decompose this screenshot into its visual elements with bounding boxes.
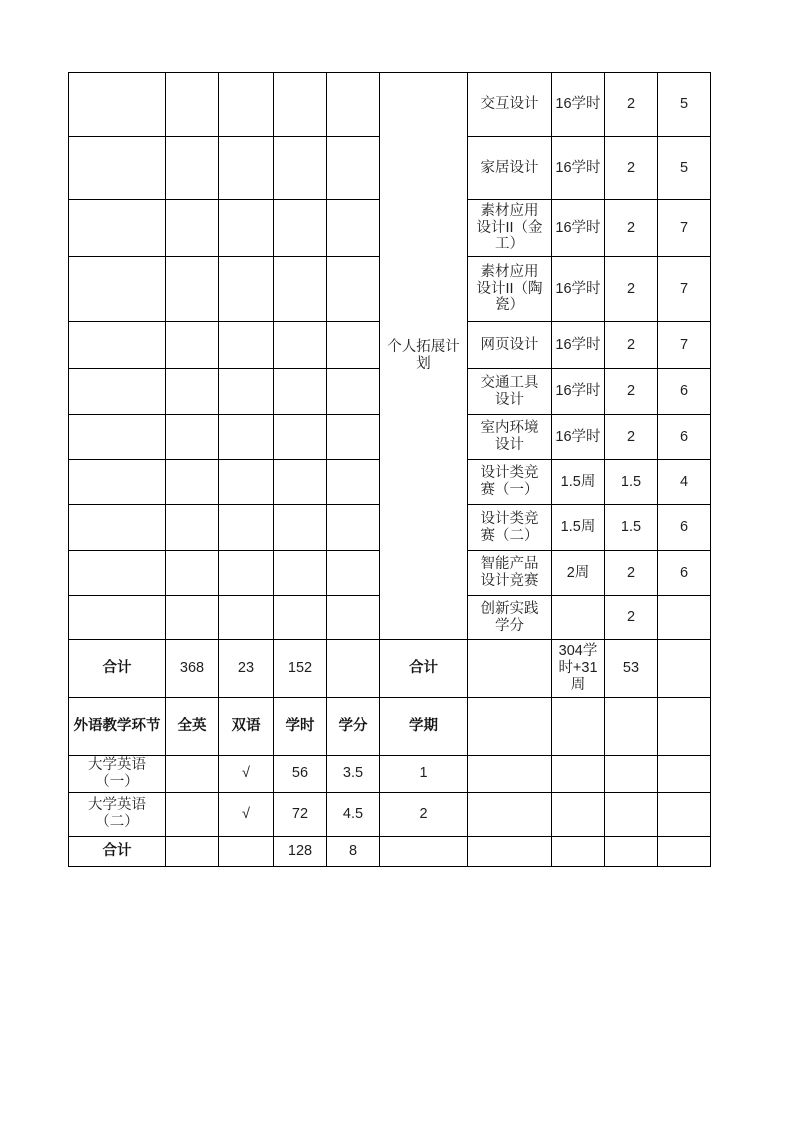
group-label-personal-extension-plan: 个人拓展计划 (380, 73, 468, 640)
cell-empty (219, 836, 274, 866)
course-name: 智能产品设计竞赛 (468, 551, 552, 596)
cell-empty (327, 551, 380, 596)
cell-empty (380, 836, 468, 866)
course-credits: 1.5 (605, 505, 658, 551)
cell-empty (327, 137, 380, 200)
course-hours: 16学时 (552, 200, 605, 257)
cell-empty (166, 257, 219, 322)
course-semester: 5 (658, 73, 711, 137)
cell-empty (69, 322, 166, 369)
table-row-fl-course (69, 792, 711, 836)
totals-col4-value: 152 (274, 640, 327, 698)
fl-course-credits: 4.5 (327, 792, 380, 836)
cell-empty (219, 73, 274, 137)
cell-empty (552, 698, 605, 756)
fl-course-name: 大学英语（一） (69, 756, 166, 793)
course-credits: 2 (605, 200, 658, 257)
cell-empty (166, 415, 219, 460)
course-hours (552, 596, 605, 640)
fl-header-label: 外语教学环节 (69, 698, 166, 756)
course-hours: 16学时 (552, 137, 605, 200)
cell-empty (274, 257, 327, 322)
cell-empty (166, 551, 219, 596)
course-hours: 2周 (552, 551, 605, 596)
cell-empty (219, 551, 274, 596)
cell-empty (468, 640, 552, 698)
cell-empty (274, 322, 327, 369)
course-semester: 4 (658, 460, 711, 505)
course-semester: 6 (658, 551, 711, 596)
fl-course-semester: 2 (380, 792, 468, 836)
cell-empty (219, 322, 274, 369)
cell-empty (552, 756, 605, 793)
cell-empty (327, 73, 380, 137)
cell-empty (219, 596, 274, 640)
cell-empty (69, 200, 166, 257)
course-name: 交通工具设计 (468, 369, 552, 415)
fl-course-name: 大学英语（二） (69, 792, 166, 836)
fl-course-full-english (166, 792, 219, 836)
cell-empty (274, 460, 327, 505)
fl-course-hours: 72 (274, 792, 327, 836)
cell-empty (327, 505, 380, 551)
cell-empty (166, 369, 219, 415)
totals-right-hours: 304学时+31周 (552, 640, 605, 698)
course-name: 家居设计 (468, 137, 552, 200)
course-semester: 7 (658, 257, 711, 322)
cell-empty (69, 137, 166, 200)
fl-header-credits: 学分 (327, 698, 380, 756)
fl-course-hours: 56 (274, 756, 327, 793)
cell-empty (166, 836, 219, 866)
cell-empty (552, 792, 605, 836)
cell-empty (605, 792, 658, 836)
fl-totals-label: 合计 (69, 836, 166, 866)
cell-empty (605, 836, 658, 866)
cell-empty (658, 836, 711, 866)
course-credits: 2 (605, 322, 658, 369)
course-semester: 7 (658, 322, 711, 369)
course-credits: 2 (605, 137, 658, 200)
course-hours: 16学时 (552, 415, 605, 460)
fl-totals-hours: 128 (274, 836, 327, 866)
totals-right-label: 合计 (380, 640, 468, 698)
cell-empty (327, 369, 380, 415)
fl-totals-credits: 8 (327, 836, 380, 866)
cell-empty (468, 756, 552, 793)
course-name: 创新实践学分 (468, 596, 552, 640)
cell-empty (69, 596, 166, 640)
fl-header-hours: 学时 (274, 698, 327, 756)
cell-empty (274, 415, 327, 460)
totals-left-label: 合计 (69, 640, 166, 698)
course-semester: 6 (658, 415, 711, 460)
cell-empty (274, 551, 327, 596)
course-name: 室内环境设计 (468, 415, 552, 460)
totals-col3-value: 23 (219, 640, 274, 698)
cell-empty (166, 73, 219, 137)
cell-empty (274, 505, 327, 551)
cell-empty (69, 551, 166, 596)
course-credits: 1.5 (605, 460, 658, 505)
course-hours: 1.5周 (552, 505, 605, 551)
totals-col2-value: 368 (166, 640, 219, 698)
course-name: 设计类竞赛（二） (468, 505, 552, 551)
cell-empty (327, 322, 380, 369)
fl-header-full-english: 全英 (166, 698, 219, 756)
cell-empty (69, 415, 166, 460)
cell-empty (274, 137, 327, 200)
fl-course-credits: 3.5 (327, 756, 380, 793)
cell-empty (166, 322, 219, 369)
table-row-totals (69, 640, 711, 698)
course-name: 素材应用设计II（金工） (468, 200, 552, 257)
cell-empty (219, 505, 274, 551)
cell-empty (219, 200, 274, 257)
course-credits: 2 (605, 415, 658, 460)
table-row-fl-header (69, 698, 711, 756)
cell-empty (69, 369, 166, 415)
bilingual-checkmark: √ (219, 756, 274, 793)
cell-empty (166, 596, 219, 640)
cell-empty (327, 596, 380, 640)
course-credits: 2 (605, 73, 658, 137)
course-semester: 7 (658, 200, 711, 257)
course-credits: 2 (605, 369, 658, 415)
course-hours: 16学时 (552, 322, 605, 369)
cell-empty (327, 257, 380, 322)
cell-empty (166, 505, 219, 551)
course-semester (658, 596, 711, 640)
cell-empty (219, 137, 274, 200)
course-name: 设计类竞赛（一） (468, 460, 552, 505)
cell-empty (69, 460, 166, 505)
course-hours: 16学时 (552, 73, 605, 137)
cell-empty (658, 792, 711, 836)
table-row-fl-course (69, 756, 711, 793)
cell-empty (69, 505, 166, 551)
course-hours: 1.5周 (552, 460, 605, 505)
cell-empty (274, 369, 327, 415)
course-hours: 16学时 (552, 257, 605, 322)
fl-header-bilingual: 双语 (219, 698, 274, 756)
course-name: 网页设计 (468, 322, 552, 369)
course-semester: 6 (658, 505, 711, 551)
cell-empty (468, 836, 552, 866)
cell-empty (327, 415, 380, 460)
cell-empty (69, 73, 166, 137)
course-hours: 16学时 (552, 369, 605, 415)
cell-empty (274, 596, 327, 640)
course-name: 素材应用设计II（陶瓷） (468, 257, 552, 322)
table-row-fl-totals (69, 836, 711, 866)
cell-empty (468, 792, 552, 836)
cell-empty (219, 257, 274, 322)
course-credits: 2 (605, 551, 658, 596)
cell-empty (69, 257, 166, 322)
course-name: 交互设计 (468, 73, 552, 137)
course-credits: 2 (605, 257, 658, 322)
course-semester: 6 (658, 369, 711, 415)
cell-empty (219, 369, 274, 415)
cell-empty (274, 73, 327, 137)
cell-empty (327, 200, 380, 257)
fl-course-full-english (166, 756, 219, 793)
cell-empty (219, 460, 274, 505)
cell-empty (468, 698, 552, 756)
course-credits: 2 (605, 596, 658, 640)
cell-empty (219, 415, 274, 460)
cell-empty (327, 460, 380, 505)
table-row (69, 73, 711, 137)
cell-empty (166, 137, 219, 200)
cell-empty (658, 756, 711, 793)
cell-empty (605, 756, 658, 793)
curriculum-table (68, 72, 711, 867)
fl-course-semester: 1 (380, 756, 468, 793)
cell-empty (658, 698, 711, 756)
course-semester: 5 (658, 137, 711, 200)
cell-empty (166, 460, 219, 505)
cell-empty (658, 640, 711, 698)
cell-empty (274, 200, 327, 257)
cell-empty (552, 836, 605, 866)
cell-empty (166, 200, 219, 257)
totals-right-credits: 53 (605, 640, 658, 698)
bilingual-checkmark: √ (219, 792, 274, 836)
cell-empty (327, 640, 380, 698)
fl-header-semester: 学期 (380, 698, 468, 756)
cell-empty (605, 698, 658, 756)
